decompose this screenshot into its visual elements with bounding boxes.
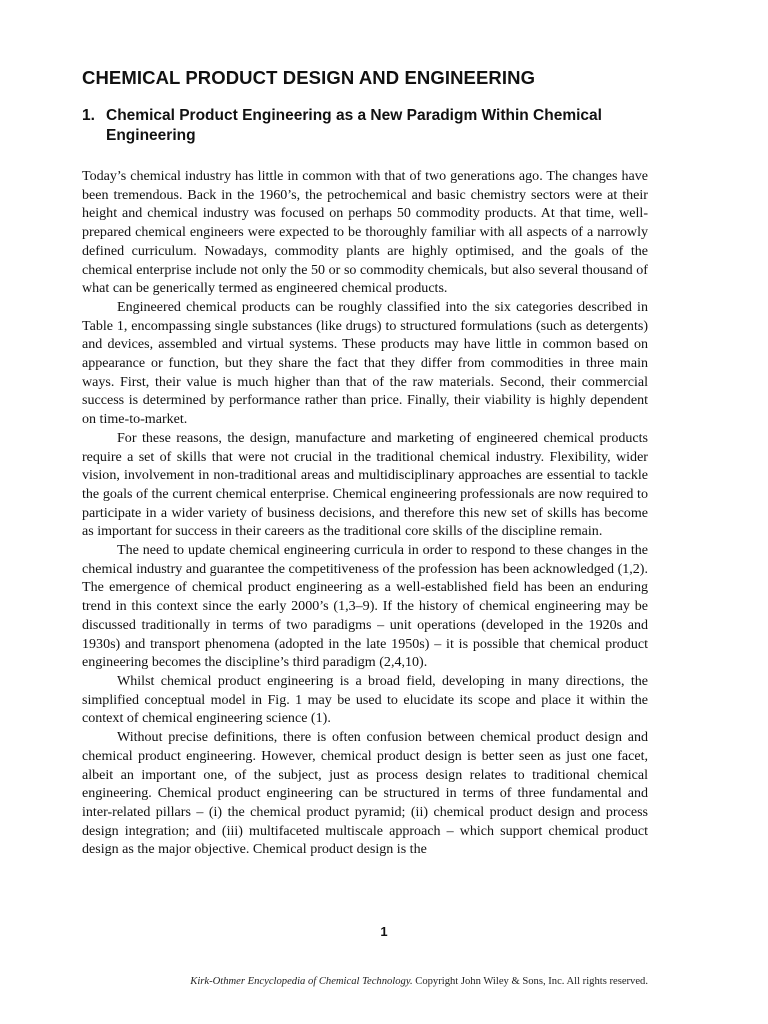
document-title: CHEMICAL PRODUCT DESIGN AND ENGINEERING xyxy=(82,67,536,88)
footer xyxy=(82,976,648,987)
section-number: 1. xyxy=(82,107,95,124)
paragraph-6: Without precise definitions, there is often confusion between chemical product design and chemical product engineering. However, chemical product design is better seen as just one facet, albeit an important one, of the subject, just as process design relates to traditional chemical engineering. Chemical product engineering can be structured in terms of three fundamental and inter-related pillars – (i) the chemical product pyramid; (ii) chemical product design and process design integration; and (iii) multifaceted multiscale approach – which support chemical product design as the major objective. Chemical product design is the xyxy=(82,729,648,858)
footer-journal: Kirk-Othmer Encyclopedia of Chemical Technology. xyxy=(190,976,413,987)
paragraph-5: Whilst chemical product engineering is a broad field, developing in many directions, the simplified conceptual model in Fig. 1 may be used to elucidate its scope and place it within the context of chemical engineering science (1). xyxy=(82,672,648,727)
paragraph-2: Engineered chemical products can be roughly classified into the six categories described in Table 1, encompassing single substances (like drugs) to structured formulations (such as detergents) and devices, assembled and virtual systems. These products may have little in common based on appearance or function, but they share the fact that they differ from commodities in three main ways. First, their value is much higher than that of the raw materials. Second, their commercial success is determined by performance rather than price. Finally, their viability is highly dependent on time-to-market. xyxy=(82,298,648,428)
body-text xyxy=(82,167,648,859)
paragraph-3: For these reasons, the design, manufacture and marketing of engineered chemical products require a set of skills that were not crucial in the traditional chemical industry. Flexibility, wider vision, involvement in non-traditional areas and multidisciplinary approaches are essential to tackle the goals of the current chemical enterprise. Chemical engineering professionals are now required to participate in a wider variety of business decisions, and therefore this new set of skills has become as important for success in their careers as the traditional core skills of the discipline remain. xyxy=(82,429,648,540)
section-title: Chemical Product Engineering as a New Paradigm Within Chemical Engineering xyxy=(106,107,602,144)
paragraph-4: The need to update chemical engineering curricula in order to respond to these changes in the chemical industry and guarantee the competitiveness of the profession has been acknowledged (1,2). The emergence of chemical product engineering as a well-established field has been an enduring trend in this context since the early 2000’s (1,3–9). If the history of chemical engineering may be discussed traditionally in terms of two paradigms – unit operations (developed in the 1920s and 1930s) and transport phenomena (adopted in the late 1950s) – it is possible that chemical product engineering becomes the discipline’s third paradigm (2,4,10). xyxy=(82,542,648,671)
page-number: 1 xyxy=(380,924,388,939)
document-page xyxy=(82,66,648,859)
section-heading xyxy=(82,106,648,146)
footer-copyright: Copyright John Wiley & Sons, Inc. All rights reserved. xyxy=(412,976,648,987)
paragraph-1: Today’s chemical industry has little in common with that of two generations ago. The changes have been tremendous. Back in the 1960’s, the petrochemical and basic chemistry sectors were at their height and chemical industry was focused on perhaps 50 commodity products. At that time, well-prepared chemical engineers were expected to be thoroughly familiar with all aspects of a narrowly defined curriculum. Nowadays, commodity plants are highly optimised, and the goals of the chemical enterprise include not only the 50 or so commodity chemicals, but also several thousand of what can be generically termed as engineered chemical products. xyxy=(82,168,648,297)
